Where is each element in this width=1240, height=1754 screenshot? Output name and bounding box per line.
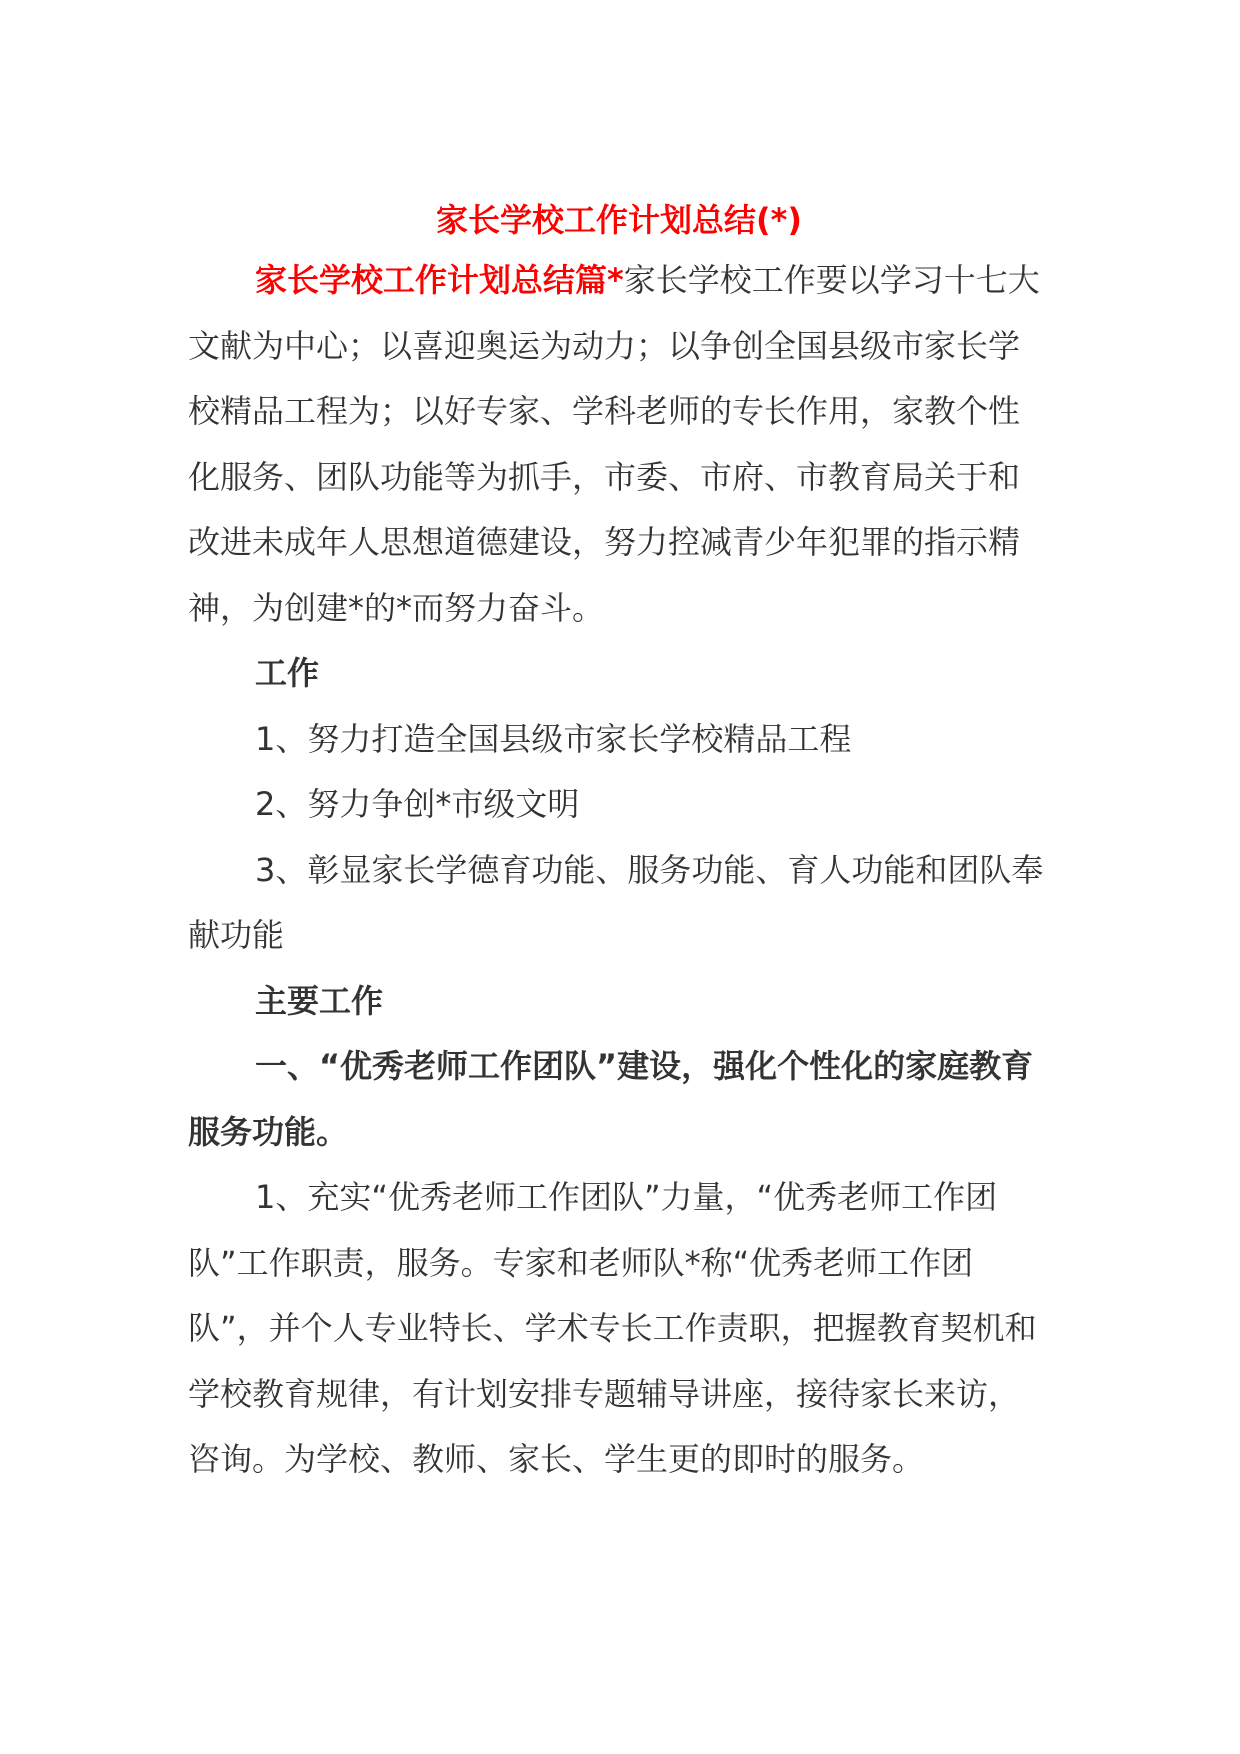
item-paragraph: 1、充实“优秀老师工作团队”力量，“优秀老师工作团队”工作职责，服务。专家和老师队*称“优秀老师工作团队”，并个人专业特长、学术专长工作责职，把握教育契机和学校教育规律，有计划安排专题辅导讲座，接待家长来访，咨询。为学校、教师、家长、学生更的即时的服务。 bbox=[188, 1178, 1037, 1478]
intro-text: 家长学校工作要以学习十七大文献为中心；以喜迎奥运为动力；以争创全国县级市家长学校精品工程为；以好专家、学科老师的专长作用，家教个性化服务、团队功能等为抓手，市委、市府、市教育局关于和改进未成年人思想道德建设，努力控减青少年犯罪的指示精神，为创建*的*而努力奋斗。 bbox=[188, 261, 1040, 627]
goal-item: 3、彰显家长学德育功能、服务功能、育人功能和团队奉献功能 bbox=[188, 850, 1044, 954]
goal-item: 1、努力打造全国县级市家长学校精品工程 bbox=[255, 719, 852, 758]
document-page bbox=[188, 196, 1050, 1493]
subheading-team-building: 一、“优秀老师工作团队”建设，强化个性化的家庭教育服务功能。 bbox=[188, 1047, 1034, 1151]
section-heading-work: 工作 bbox=[255, 654, 320, 692]
document-title: 家长学校工作计划总结(*) bbox=[436, 201, 802, 239]
intro-lead: 家长学校工作计划总结篇* bbox=[255, 261, 624, 299]
intro-paragraph bbox=[188, 248, 1050, 641]
goal-item: 2、努力争创*市级文明 bbox=[255, 785, 580, 823]
section-heading-main-work: 主要工作 bbox=[255, 981, 384, 1020]
